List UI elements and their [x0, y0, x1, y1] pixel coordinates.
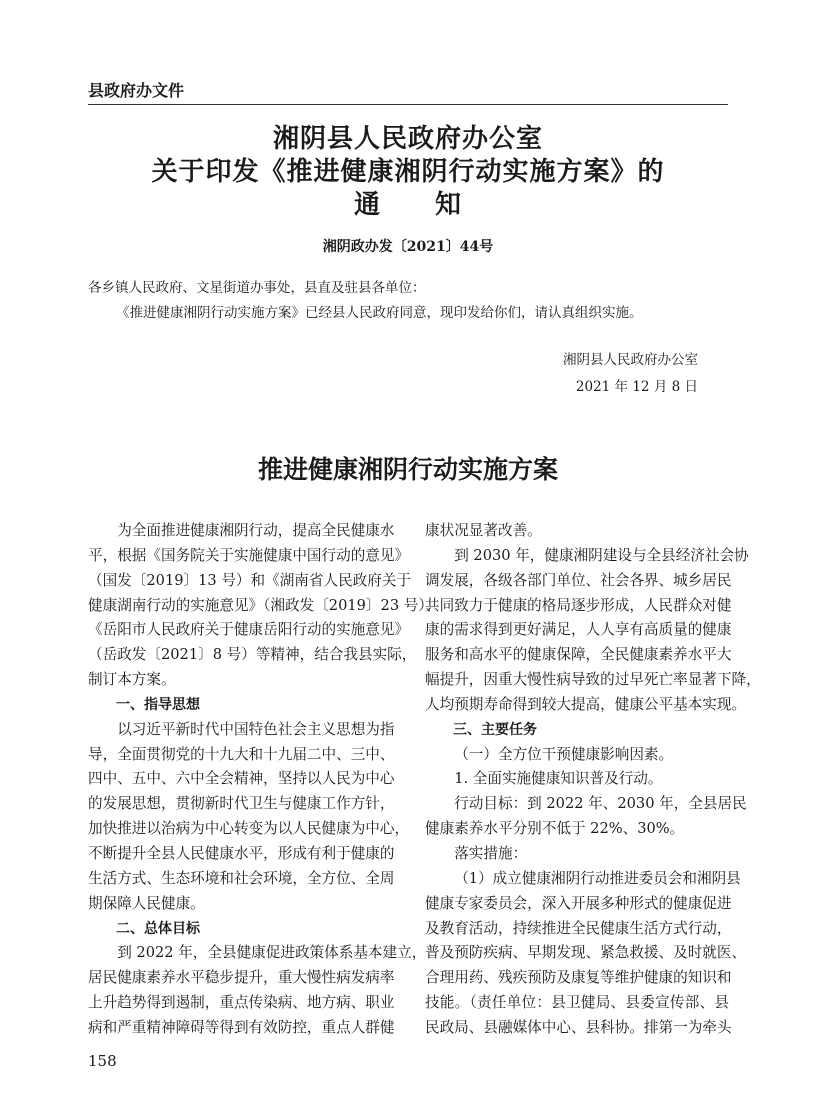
text-line: 以习近平新时代中国特色社会主义思想为指 [117, 720, 395, 738]
text-line: 导，全面贯彻党的十九大和十九届二中、三中、 [88, 745, 395, 763]
document-number: 湘阴政办发〔2021〕44号 [322, 239, 494, 255]
text-line: 的发展思想，贯彻新时代卫生与健康工作方针， [88, 795, 395, 813]
text-line: 健康专家委员会，深入开展多种形式的健康促进 [425, 894, 732, 912]
text-line: 普及预防疾病、早期发现、紧急救援、及时就医、 [425, 944, 747, 962]
text-line: 合理用药、残疾预防及康复等维护健康的知识和 [425, 969, 732, 987]
text-line: （一）全方位干预健康影响因素。 [454, 745, 674, 763]
text-line: 技能。（责任单位：县卫健局、县委宣传部、县 [425, 994, 729, 1012]
text-line: 不断提升全县人民健康水平，形成有利于健康的 [88, 844, 395, 862]
notice-title-line-3: 通 知 [353, 190, 462, 220]
addressee: 各乡镇人民政府、文星街道办事处，县直及驻县各单位： [88, 280, 426, 296]
text-line: 幅提升，因重大慢性病导致的过早死亡率显著下降， [425, 671, 761, 689]
section-header: 县政府办文件 [88, 81, 185, 100]
notice-title-line-1: 湘阴县人民政府办公室 [272, 124, 543, 154]
page-number: 158 [88, 1052, 117, 1070]
text-line: 行动目标：到 2022 年、2030 年，全县居民 [454, 795, 747, 813]
text-line: 健康素养水平分别不低于 22%、30%。 [425, 820, 685, 838]
text-line: 健康湖南行动的实施意见》（湘政发〔2019〕23 号）、 [88, 596, 441, 614]
header-divider [88, 104, 728, 105]
text-line: 人均预期寿命得到较大提高，健康公平基本实现。 [425, 695, 747, 713]
text-line: 生活方式、生态环境和社会环境，全方位、全周 [88, 869, 395, 887]
text-line: 调发展，各级各部门单位、社会各界、城乡居民 [425, 571, 732, 589]
text-line: 康的需求得到更好满足，人人享有高质量的健康 [425, 621, 732, 639]
text-line: 到 2030 年，健康湘阴建设与全县经济社会协 [454, 546, 749, 564]
text-line: （国发〔2019〕13 号）和《湖南省人民政府关于 [88, 571, 412, 589]
right-column [425, 519, 761, 1041]
text-line: 居民健康素养水平稳步提升，重大慢性病发病率 [88, 969, 395, 987]
text-line: 《岳阳市人民政府关于健康岳阳行动的实施意见》 [88, 621, 410, 639]
text-line: 民政局、县融媒体中心、县科协。排第一为牵头 [425, 1018, 732, 1036]
text-line: 制订本方案。 [88, 671, 176, 689]
text-line: 上升趋势得到遏制，重点传染病、地方病、职业 [88, 994, 395, 1012]
notice-title-line-2: 关于印发《推进健康湘阴行动实施方案》的 [151, 157, 665, 187]
section-heading: 三、主要任务 [453, 721, 537, 738]
text-line: 康状况显著改善。 [425, 522, 542, 539]
section-heading: 一、指导思想 [116, 696, 200, 713]
text-line: 1. 全面实施健康知识普及行动。 [454, 770, 663, 788]
text-line: 平，根据《国务院关于实施健康中国行动的意见》 [88, 546, 410, 564]
plan-title: 推进健康湘阴行动实施方案 [257, 455, 558, 484]
issuer: 湘阴县人民政府办公室 [563, 352, 698, 368]
text-line: 加快推进以治病为中心转变为以人民健康为中心， [88, 820, 410, 838]
text-line: 共同致力于健康的格局逐步形成，人民群众对健 [425, 596, 732, 614]
text-line: 落实措施： [454, 844, 528, 862]
section-heading: 二、总体目标 [116, 920, 200, 937]
text-line: 为全面推进健康湘阴行动，提高全民健康水 [117, 522, 395, 539]
left-column [88, 519, 441, 1041]
issue-date: 2021 年 12 月 8 日 [575, 379, 698, 395]
text-line: 到 2022 年，全县健康促进政策体系基本建立， [117, 944, 427, 962]
text-line: （岳政发〔2021〕8 号）等精神，结合我县实际， [88, 646, 417, 664]
text-line: 四中、五中、六中全会精神，坚持以人民为中心 [88, 770, 395, 788]
text-line: （1）成立健康湘阴行动推进委员会和湘阴县 [454, 869, 741, 887]
text-line: 期保障人民健康。 [88, 894, 205, 912]
text-line: 服务和高水平的健康保障，全民健康素养水平大 [425, 646, 732, 664]
text-line: 病和严重精神障碍等得到有效防控，重点人群健 [88, 1018, 395, 1036]
text-line: 及教育活动，持续推进全民健康生活方式行动， [425, 919, 732, 937]
notice-body: 《推进健康湘阴行动实施方案》已经县人民政府同意，现印发给你们，请认真组织实施。 [116, 305, 643, 321]
